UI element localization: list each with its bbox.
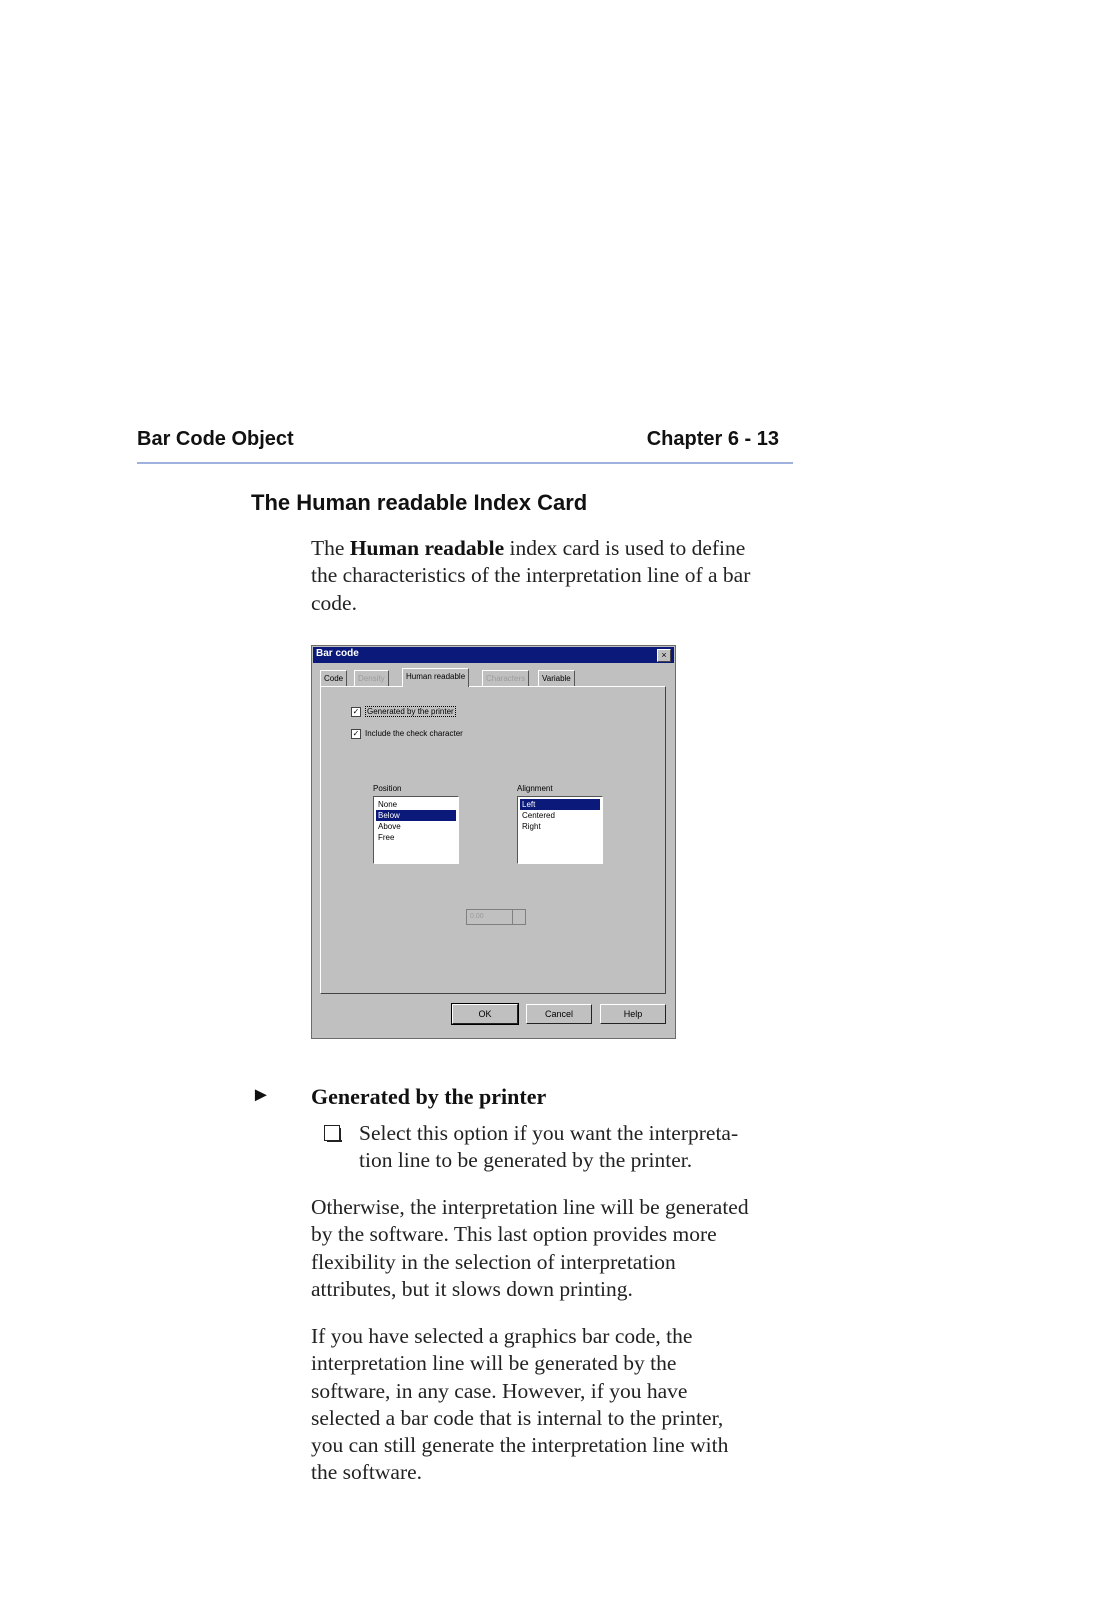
- generated-by-printer-label: Generated by the printer: [367, 707, 454, 717]
- tab-human-readable[interactable]: Human readable: [402, 668, 469, 687]
- position-label: Position: [373, 784, 402, 793]
- para2-line1: Otherwise, the interpretation line will be generated: [311, 1195, 749, 1219]
- graphics-bar-code-paragraph: [311, 1323, 801, 1487]
- cancel-button[interactable]: Cancel: [526, 1004, 592, 1024]
- intro-bold-term: Human readable: [349, 536, 505, 560]
- include-check-character-label: Include the check character: [365, 729, 463, 739]
- tab-code[interactable]: Code: [320, 670, 347, 686]
- generated-by-printer-checkbox[interactable]: [351, 707, 456, 717]
- tab-characters[interactable]: Characters: [482, 670, 529, 686]
- position-listbox[interactable]: [373, 796, 459, 864]
- intro-line2: the characteristics of the interpretation line of a bar: [311, 563, 751, 588]
- intro-line3: code.: [311, 590, 357, 615]
- bullet-text: [359, 1120, 799, 1175]
- para2-line4: attributes, but it slows down printing.: [311, 1276, 633, 1301]
- tab-variable[interactable]: Variable: [538, 670, 575, 686]
- otherwise-paragraph: [311, 1194, 801, 1303]
- running-head-title: Bar Code Object: [137, 428, 294, 450]
- list-item[interactable]: Left: [520, 799, 600, 810]
- para3-line2: interpretation line will be generated by the: [311, 1351, 677, 1376]
- dialog-title: Bar code: [316, 648, 359, 659]
- dialog-panel: [320, 686, 666, 994]
- running-head-page: Chapter 6 - 13: [646, 428, 779, 450]
- checkbox-check-icon[interactable]: ✓: [352, 729, 360, 738]
- checkbox-bullet-icon: [324, 1125, 340, 1141]
- help-button[interactable]: Help: [600, 1004, 666, 1024]
- triangle-arrow-icon: ►: [251, 1084, 271, 1106]
- close-icon[interactable]: ×: [657, 649, 671, 662]
- alignment-listbox[interactable]: [517, 796, 603, 864]
- bullet-line2: tion line to be generated by the printer.: [359, 1148, 693, 1173]
- intro-prefix: The: [311, 536, 350, 560]
- spinner-arrows-icon[interactable]: [512, 910, 525, 924]
- para3-line4: selected a bar code that is internal to the printer,: [311, 1405, 724, 1430]
- alignment-label: Alignment: [517, 784, 553, 793]
- spinner-value: 0.00: [470, 913, 484, 920]
- intro-paragraph: [311, 535, 801, 617]
- list-item[interactable]: Below: [376, 810, 456, 821]
- checkbox-check-icon[interactable]: ✓: [352, 707, 360, 716]
- para2-line2: by the software. This last option provides more: [311, 1222, 717, 1247]
- bar-code-dialog-screenshot: [311, 645, 676, 1039]
- subhead-generated-by-printer: Generated by the printer: [311, 1084, 547, 1109]
- para2-line3: flexibility in the selection of interpretation: [311, 1249, 676, 1274]
- para3-line1: If you have selected a graphics bar code, the: [311, 1324, 693, 1348]
- list-item[interactable]: Free: [378, 833, 395, 842]
- list-item[interactable]: Right: [522, 822, 541, 831]
- distance-spinner[interactable]: [466, 909, 526, 925]
- ok-button[interactable]: OK: [452, 1004, 518, 1024]
- dialog-titlebar: [313, 647, 674, 663]
- include-check-character-checkbox[interactable]: [351, 729, 463, 739]
- para3-line3: software, in any case. However, if you have: [311, 1378, 688, 1403]
- para3-line5: you can still generate the interpretation line with: [311, 1433, 729, 1458]
- intro-rest-line1: index card is used to define: [504, 536, 746, 560]
- para3-line6: the software.: [311, 1460, 423, 1485]
- list-item[interactable]: Above: [378, 822, 401, 831]
- running-head: [137, 428, 793, 464]
- list-item[interactable]: Centered: [522, 811, 555, 820]
- tab-density[interactable]: Density: [354, 670, 389, 686]
- section-title: The Human readable Index Card: [251, 490, 588, 515]
- list-item[interactable]: None: [378, 800, 398, 809]
- bullet-line1: Select this option if you want the interpreta-: [359, 1121, 739, 1145]
- disabled-field-label: [449, 892, 569, 898]
